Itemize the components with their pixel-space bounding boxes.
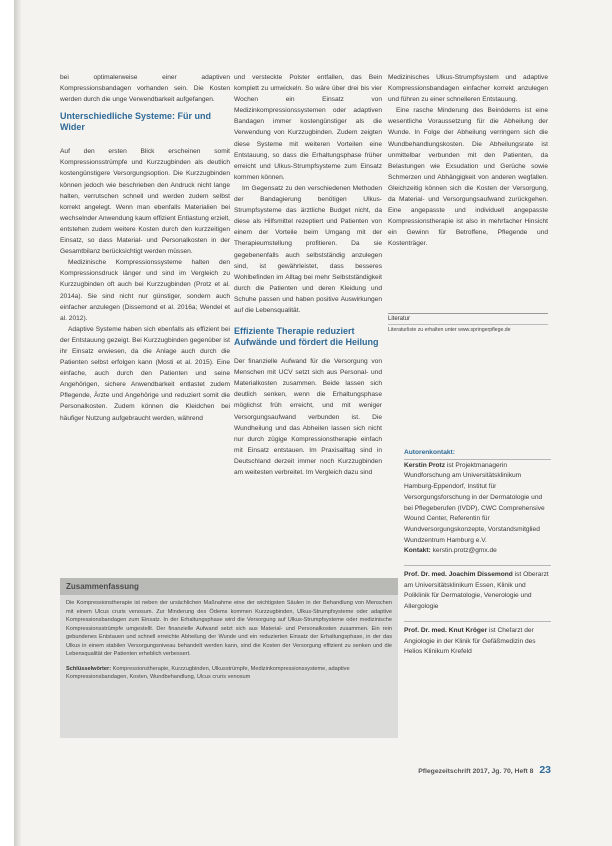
keywords-label: Schlüsselwörter:	[66, 665, 112, 672]
paragraph: Eine rasche Minderung des Beinödems ist eine wesentliche Voraussetzung für die Abheilung der Wunde. In Folge der Abheilung verringern sich die Wundbehandlungskosten. Die Abheilungsrate ist unmittelbar verbunden mit den Patienten, da Belastungen wie Exsudation und Gerüche sowie Schmerzen und Abhängigkeit von anderen wegfallen. Gleichzeitig können sich die Kosten der Versorgung, da Material- und Versorgungsaufwand zurückgehen. Eine angepasste und individuell angepasste Kompressionstherapie ist also in mehrfacher Hinsicht ein Gewinn für Betroffene, Pflegende und Kostenträger.	[388, 107, 548, 248]
author-name: Prof. Dr. med. Joachim Dissemond	[404, 571, 513, 579]
paragraph: Adaptive Systeme haben sich ebenfalls als effizient bei der Entstauung gezeigt. Bei Kurzzugbinden gegenüber ist ihr Einsatz erwiesen, da die Anlage auch durch die Patienten selbst erfolgen kann (Mosti et al. 2015). Eine einfache, auch durch den Patienten und seine Angehörigen, sichere Anwendbarkeit entlastet zudem Pflegende, Ärzte und Angehörige und reduziert somit die Personalkosten. Zudem können die Kleidchen bei häufiger Nutzung aufgebraucht werden, während	[60, 325, 230, 422]
summary-box	[60, 578, 398, 738]
keywords	[60, 659, 398, 682]
author-name: Prof. Dr. med. Knut Kröger	[404, 626, 488, 634]
author-entry	[404, 461, 551, 557]
author-contact-label: Kontakt:	[404, 547, 431, 555]
paragraph: Auf den ersten Blick erscheinen somit Kompressionsstrümpfe und Kurzzugbinden als deutlich kostengünstigere Versorgungsoption. Die Kurzzugbinden können jedoch wie beschrieben den Andruck nicht lange halten, verrutschen schnell und werden zudem selbst korrekt angelegt. Wenn man ebenfalls Materialien bei wechselnder Anwendung kaum effizient Entlastung erzielt, entstehen zudem weitere Kosten durch den kurzzeitigen Einsatz, so dass Material- und Personalkosten in der Gesamtbilanz berücksichtigt werden müssen.	[60, 148, 230, 256]
page-fold-shadow	[14, 0, 22, 846]
column-right	[388, 72, 548, 250]
section-heading: Effiziente Therapie reduziert Aufwände und fördert die Heilung	[234, 326, 379, 348]
author-entry	[404, 621, 551, 658]
author-email-link[interactable]: kerstin.protz@gmx.de	[432, 547, 497, 555]
page-number: 23	[539, 764, 551, 776]
paragraph: und versteckte Polster entfallen, das Bein komplett zu umwickeln. So wäre über drei bis vier Wochen ein Einsatz von Medizinkompressionssystemen oder adaptiven Bandagen immer kostengünstiger als die Verwendung von Kurzzugbinden. Zudem zeigten diese Systeme mit weiteren Vorteilen eine Entstauung, so dass die Erhaltungsphase früher erreicht und Ulkus-Strumpfsysteme zum Einsatz kommen können.	[234, 74, 382, 181]
column-left	[60, 72, 230, 424]
author-entry	[404, 565, 551, 613]
author-name: Kerstin Protz	[404, 461, 446, 469]
author-contact-title: Autorenkontakt:	[404, 448, 551, 460]
column-middle	[234, 72, 382, 478]
author-bio: ist Chefarzt der Angiologie in der Klinik für Gefäßmedizin des Helios Klinikum Krefeld	[404, 626, 536, 656]
literature-text: Literaturliste zu erhalten unter www.springerpflege.de	[388, 324, 548, 333]
author-bio: ist Projektmanagerin Wundforschung am Universitätsklinikum Hamburg-Eppendorf, Institut für Versorgungsforschung in der Dermatologie und bei Pflegeberufen (IVDP), CWC Comprehensive Wound Center, Referentin für Wundversorgungskonzepte, Vorstandsmitglied Wundzentrum Hamburg e.V.	[404, 461, 545, 544]
summary-title: Zusammenfassung	[60, 578, 398, 595]
section-heading: Unterschiedliche Systeme: Für und Wider	[60, 111, 212, 133]
author-bio: ist Oberarzt am Universitätsklinikum Essen, Klinik und Poliklinik für Dermatologie, Venerologie und Allergologie	[404, 571, 549, 611]
page-footer	[398, 764, 551, 778]
journal-citation: Pflegezeitschrift 2017, Jg. 70, Heft 8	[418, 768, 534, 775]
paragraph: Medizinisches Ulkus-Strumpfsystem und adaptive Kompressionsbandagen einfacher korrekt anzulegen und führen zu einer schnelleren Entstauung.	[388, 74, 548, 104]
paragraph: Der finanzielle Aufwand für die Versorgung von Menschen mit UCV setzt sich aus Personal- und Materialkosten zusammen. Beide lassen sich deutlich senken, wenn die Erhaltungsphase möglichst früh erreicht, und mit weniger Versorgungsaufwand verbunden ist. Die Wundheilung und das Abheilen lassen sich nicht nur durch zügige Kompressionstherapie einfach mit Einsatz entstauen. Im Praxisalltag sind in Deutschland derzeit immer noch Kurzzugbinden am weitesten verbreitet. Im Vergleich dazu sind	[234, 358, 382, 476]
author-contact	[404, 448, 551, 658]
paragraph: bei optimalerweise einer adaptiven Kompressionsbandagen vorhanden sein. Die Kosten werden durch die unge Verwendbarkeit aufgefangen.	[60, 74, 230, 104]
summary-text: Die Kompressionstherapie ist neben der ursächlichen Maßnahme eine der wichtigsten Säulen in der Behandlung von Menschen mit einem Ulcus cruris venosum. Zur Minderung des Ödems kommen Kurzzugbinden, Ulkus-Strumpfsysteme oder adaptive Kompressionsbandagen zum Einsatz. In der Erhaltungsphase wird die Versorgung auf Ulkus-Strumpfsysteme oder medizinische Kompressionsstrümpfe umgestellt. Der finanzielle Aufwand setzt sich aus Material- und Personalkosten zusammen. Ein rein gebundenes Entstauen und schnell erreichte Abheilung der Wunde und ein reduzierten Einsatz der Erhaltungsphase, in der das Ulkus in einem stabilen Versorgungsniveau behandelt werden kann, sind die Kosten der Versorgung effizient zu senken und die Lebensqualität der Patienten erheblich verbessert.	[66, 600, 392, 657]
paragraph: Im Gegensatz zu den verschiedenen Methoden der Bandagierung benötigen Ulkus-Strumpfsysteme das ärztliche Budget nicht, da diese als Hilfsmittel rezeptiert und Patienten von einem der Vorteile beim Umgang mit der Therapieumstellung profitieren. Da sie gegebenenfalls auch selbstständig anzulegen sind, ist gewährleistet, dass besseres Wohlbefinden im Alltag bei mehr Selbstständigkeit durch die Patienten und deren Kleidung und Schuhe passen und haben positive Auswirkungen auf die Lebensqualität.	[234, 184, 382, 314]
literature-box	[388, 313, 548, 334]
paragraph: Medizinische Kompressionssysteme halten den Kompressionsdruck länger und sind im Vergleich zu Kurzzugbinden oft auch bei Kurzzugbinden (Protz et al. 2014a). Sie sind nicht nur günstiger, sondern auch einfacher anzulegen (Dissemond et al. 2016a; Wendel et al. 2012).	[60, 259, 230, 322]
literature-label: Literatur	[388, 316, 411, 322]
keywords-text: Kompressionstherapie, Kurzzugbinden, Ulkusstrümpfe, Medizinkompressionssysteme, adaptive Kompressionsbandagen, Kosten, Wundbehandlung, Ulcus cruris venosum	[66, 665, 350, 680]
